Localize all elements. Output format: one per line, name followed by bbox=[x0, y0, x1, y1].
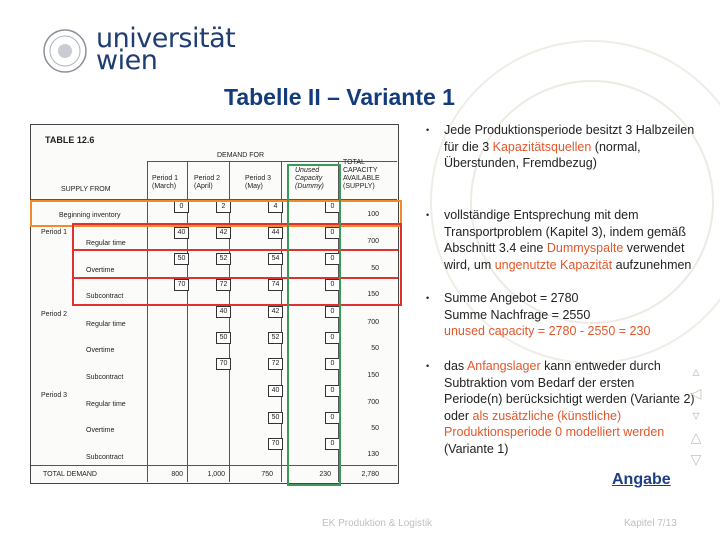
demand-for-label: DEMAND FOR bbox=[217, 152, 265, 159]
total-demand-p2: 1,000 bbox=[207, 471, 225, 478]
dummy-column-highlight bbox=[287, 164, 341, 486]
cost-cell: 54 bbox=[268, 253, 283, 265]
cost-cell: 4 bbox=[268, 201, 283, 213]
cost-cell: 72 bbox=[216, 279, 231, 291]
seal-icon bbox=[42, 28, 88, 74]
logo-text: universität wien bbox=[96, 23, 236, 76]
cost-cell: 0 bbox=[325, 385, 340, 397]
cost-cell: 42 bbox=[268, 306, 283, 318]
total-demand-label: TOTAL DEMAND bbox=[43, 471, 97, 478]
row-subcontract-2: Subcontract bbox=[86, 374, 124, 381]
cost-cell: 0 bbox=[174, 201, 189, 213]
col-header-period1: Period 1 (March) bbox=[152, 175, 179, 190]
supply-value: 50 bbox=[371, 265, 379, 272]
cost-cell: 52 bbox=[216, 253, 231, 265]
row-subcontract-3: Subcontract bbox=[86, 454, 124, 461]
cost-cell: 70 bbox=[268, 438, 283, 450]
supply-value: 700 bbox=[367, 319, 379, 326]
period3-label: Period 3 bbox=[41, 392, 68, 399]
table-caption: TABLE 12.6 bbox=[45, 135, 95, 145]
cost-cell: 0 bbox=[325, 412, 340, 424]
page-title: Tabelle II – Variante 1 bbox=[224, 84, 455, 110]
cost-cell: 74 bbox=[268, 279, 283, 291]
period2-label: Period 2 bbox=[41, 311, 68, 318]
cost-cell: 40 bbox=[268, 385, 283, 397]
cost-cell: 50 bbox=[216, 332, 231, 344]
cost-cell: 0 bbox=[325, 253, 340, 265]
cost-cell: 0 bbox=[325, 279, 340, 291]
supply-value: 130 bbox=[367, 451, 379, 458]
cost-cell: 0 bbox=[325, 358, 340, 370]
supply-value: 50 bbox=[371, 425, 379, 432]
row-regular-time-1: Regular time bbox=[86, 240, 126, 247]
total-supply: 2,780 bbox=[361, 471, 379, 478]
total-demand-unused: 230 bbox=[319, 471, 331, 478]
row-overtime-3: Overtime bbox=[86, 427, 115, 434]
cost-cell: 42 bbox=[216, 227, 231, 239]
supply-value: 50 bbox=[371, 345, 379, 352]
row-beginning-inventory: Beginning inventory bbox=[59, 212, 121, 219]
cost-cell: 40 bbox=[216, 306, 231, 318]
supply-value: 700 bbox=[367, 238, 379, 245]
side-ornament: ▵ ◁ ▿ △ ▽ bbox=[690, 363, 702, 467]
col-header-unused: Unused Capacity (Dummy) bbox=[295, 167, 324, 190]
total-demand-p1: 800 bbox=[171, 471, 183, 478]
total-demand-p3: 750 bbox=[261, 471, 273, 478]
cost-cell: 0 bbox=[325, 438, 340, 450]
supply-value: 150 bbox=[367, 291, 379, 298]
cost-cell: 40 bbox=[174, 227, 189, 239]
row-subcontract-1: Subcontract bbox=[86, 293, 124, 300]
col-header-period3: Period 3 (May) bbox=[245, 175, 272, 190]
row-regular-time-2: Regular time bbox=[86, 321, 126, 328]
cost-cell: 70 bbox=[174, 279, 189, 291]
cost-cell: 72 bbox=[268, 358, 283, 370]
supply-from-label: SUPPLY FROM bbox=[61, 186, 111, 193]
period1-overtime-highlight bbox=[72, 249, 398, 279]
supply-value: 700 bbox=[367, 399, 379, 406]
seal-watermark-inner bbox=[470, 80, 714, 324]
university-logo bbox=[42, 23, 236, 78]
cost-cell: 44 bbox=[268, 227, 283, 239]
page-number: Kapitel 7/13 bbox=[624, 518, 677, 529]
col-header-total-capacity: TOTAL CAPACITY AVAILABLE (SUPPLY) bbox=[343, 159, 380, 190]
cost-cell: 70 bbox=[216, 358, 231, 370]
row-overtime-2: Overtime bbox=[86, 347, 115, 354]
cost-cell: 2 bbox=[216, 201, 231, 213]
period1-label: Period 1 bbox=[41, 229, 68, 236]
angabe-link[interactable]: Angabe bbox=[612, 471, 671, 488]
cost-cell: 0 bbox=[325, 201, 340, 213]
footer-course: EK Produktion & Logistik bbox=[322, 518, 433, 529]
cost-cell: 0 bbox=[325, 332, 340, 344]
cost-cell: 0 bbox=[325, 227, 340, 239]
supply-value: 100 bbox=[367, 211, 379, 218]
cost-cell: 0 bbox=[325, 306, 340, 318]
row-overtime-1: Overtime bbox=[86, 267, 115, 274]
cost-cell: 50 bbox=[174, 253, 189, 265]
supply-value: 150 bbox=[367, 372, 379, 379]
cost-cell: 52 bbox=[268, 332, 283, 344]
row-regular-time-3: Regular time bbox=[86, 401, 126, 408]
col-header-period2: Period 2 (April) bbox=[194, 175, 221, 190]
cost-cell: 50 bbox=[268, 412, 283, 424]
